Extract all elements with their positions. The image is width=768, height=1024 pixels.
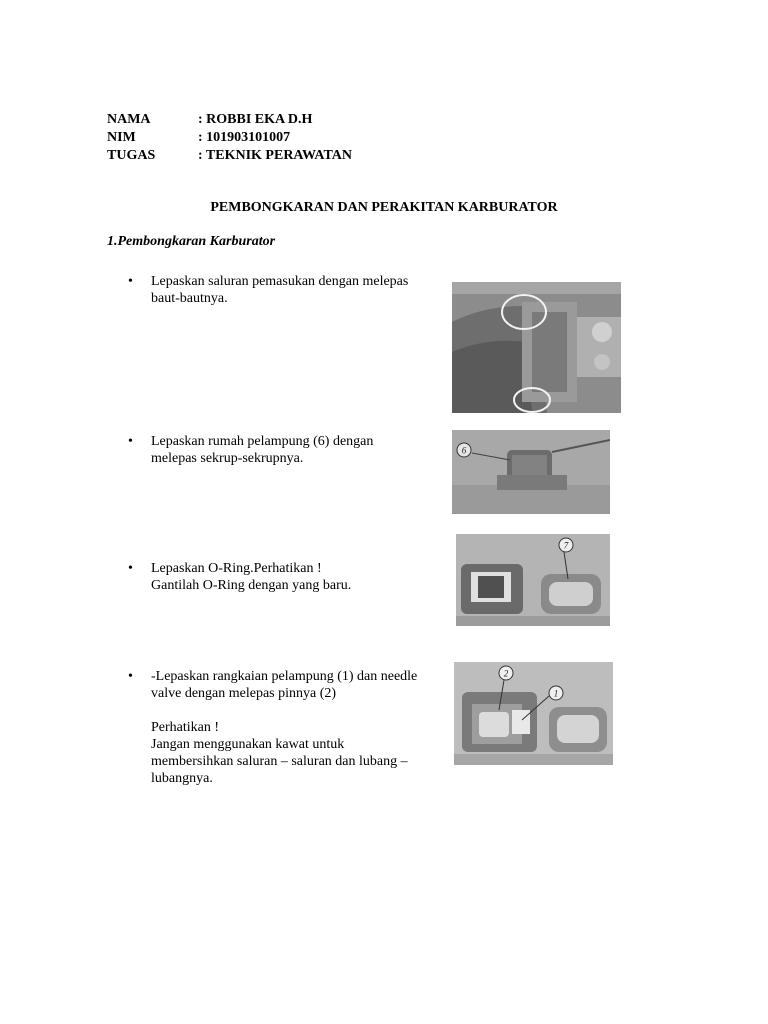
header-value: : ROBBI EKA D.H xyxy=(198,112,313,127)
header-value: : 101903101007 xyxy=(198,130,291,145)
step-text-line: baut-bautnya. xyxy=(151,291,228,306)
step-text-line: Gantilah O-Ring dengan yang baru. xyxy=(151,578,352,593)
note-line: Perhatikan ! xyxy=(151,720,220,735)
header-value: : TEKNIK PERAWATAN xyxy=(198,148,353,163)
step-text-line: melepas sekrup-sekrupnya. xyxy=(151,451,304,466)
callout-label: 1 xyxy=(553,688,559,699)
step-text-line: valve dengan melepas pinnya (2) xyxy=(151,686,337,701)
step-text-line: Lepaskan O-Ring.Perhatikan ! xyxy=(151,561,322,576)
note-line: membersihkan saluran – saluran dan lubang – xyxy=(151,754,408,769)
blank-line xyxy=(151,702,448,719)
step-item xyxy=(128,433,428,467)
step-text-line: -Lepaskan rangkaian pelampung (1) dan needle xyxy=(151,669,418,684)
step-item xyxy=(128,560,428,594)
bullet-icon: • xyxy=(128,561,133,576)
step-photo-float-chamber xyxy=(452,430,610,514)
step-item xyxy=(128,668,448,787)
bullet-icon: • xyxy=(128,274,133,289)
section-title: 1.Pembongkaran Karburator xyxy=(107,234,276,249)
header-label: NAMA xyxy=(107,112,151,127)
step-photo-o-ring xyxy=(456,534,610,626)
header-label: TUGAS xyxy=(107,148,156,163)
callout-label: 2 xyxy=(503,668,509,679)
bullet-icon: • xyxy=(128,669,133,684)
callout-label: 6 xyxy=(461,445,467,456)
header-row-nama xyxy=(107,111,312,129)
header-row-nim xyxy=(107,129,290,147)
bullet-icon: • xyxy=(128,434,133,449)
document-title: PEMBONGKARAN DAN PERAKITAN KARBURATOR xyxy=(210,200,558,215)
step-photo-intake xyxy=(452,282,621,413)
note-line: lubangnya. xyxy=(151,771,213,786)
header-label: NIM xyxy=(107,130,136,145)
step-text-line: Lepaskan saluran pemasukan dengan melepas xyxy=(151,274,409,289)
callout-label: 7 xyxy=(563,540,569,551)
step-photo-float-assembly xyxy=(454,662,613,765)
step-item xyxy=(128,273,428,307)
note-line: Jangan menggunakan kawat untuk xyxy=(151,737,345,752)
step-text-line: Lepaskan rumah pelampung (6) dengan xyxy=(151,434,374,449)
header-row-tugas xyxy=(107,147,352,165)
